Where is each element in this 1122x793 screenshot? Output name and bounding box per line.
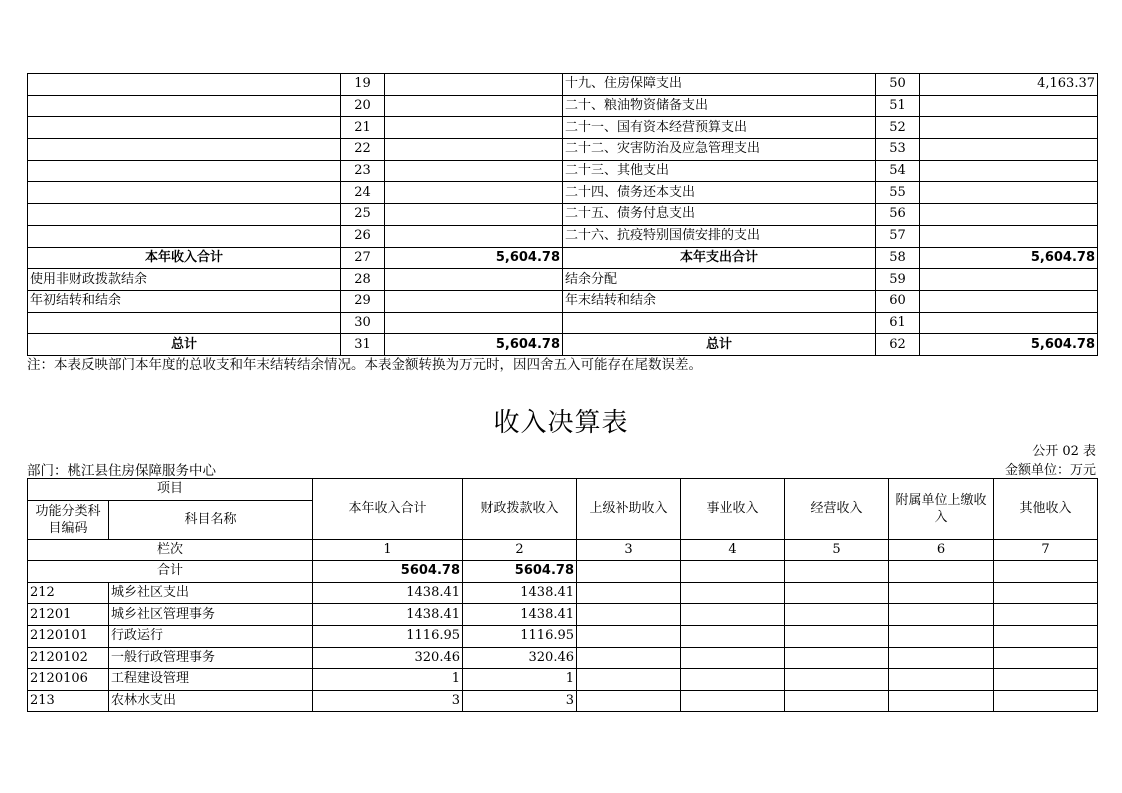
empty-cell [785, 647, 889, 669]
empty-cell [889, 582, 994, 604]
income-amount [385, 95, 563, 117]
income-item: 本年收入合计 [28, 247, 341, 269]
income-item [28, 95, 341, 117]
subject-name: 一般行政管理事务 [109, 647, 313, 669]
income-amount: 5,604.78 [385, 247, 563, 269]
table-row [28, 669, 1098, 691]
summary-row [28, 312, 1098, 334]
row-number: 53 [876, 139, 920, 161]
income-item: 使用非财政拨款结余 [28, 269, 341, 291]
empty-cell [577, 690, 681, 712]
empty-cell [785, 582, 889, 604]
expenditure-amount [920, 160, 1098, 182]
empty-cell [994, 669, 1098, 691]
income-amount [385, 269, 563, 291]
row-number: 29 [341, 290, 385, 312]
row-number: 56 [876, 204, 920, 226]
empty-cell [889, 669, 994, 691]
row-number: 59 [876, 269, 920, 291]
income-total: 1438.41 [313, 604, 463, 626]
form-number: 公开 02 表 [1032, 444, 1096, 459]
row-number: 60 [876, 290, 920, 312]
empty-cell [681, 625, 785, 647]
function-code: 212 [28, 582, 109, 604]
table-row [28, 625, 1098, 647]
table-row [28, 690, 1098, 712]
empty-cell [785, 604, 889, 626]
summary-row [28, 95, 1098, 117]
income-item [28, 160, 341, 182]
income-total: 1116.95 [313, 625, 463, 647]
row-number: 19 [341, 74, 385, 96]
summary-row [28, 290, 1098, 312]
row-number: 27 [341, 247, 385, 269]
expenditure-amount [920, 182, 1098, 204]
column-number: 4 [681, 539, 785, 561]
table-row [28, 604, 1098, 626]
income-amount [385, 204, 563, 226]
header-other: 其他收入 [994, 479, 1098, 540]
row-number: 21 [341, 117, 385, 139]
row-number: 26 [341, 225, 385, 247]
empty-cell [889, 604, 994, 626]
expenditure-amount [920, 139, 1098, 161]
empty-cell [889, 690, 994, 712]
expenditure-item: 二十、粮油物资储备支出 [563, 95, 876, 117]
income-amount [385, 312, 563, 334]
column-number-row [28, 539, 1098, 561]
empty-cell [577, 669, 681, 691]
expenditure-amount [920, 225, 1098, 247]
empty-cell [577, 625, 681, 647]
expenditure-item: 结余分配 [563, 269, 876, 291]
column-number: 7 [994, 539, 1098, 561]
expenditure-item: 本年支出合计 [563, 247, 876, 269]
subject-name: 城乡社区管理事务 [109, 604, 313, 626]
expenditure-amount [920, 204, 1098, 226]
empty-cell [785, 690, 889, 712]
function-code: 21201 [28, 604, 109, 626]
header-item: 项目 [28, 479, 313, 501]
header-name: 科目名称 [109, 500, 313, 539]
expenditure-amount [920, 312, 1098, 334]
header-affiliated: 附属单位上缴收入 [889, 479, 994, 540]
header-business: 事业收入 [681, 479, 785, 540]
function-code: 2120101 [28, 625, 109, 647]
total-label: 合计 [28, 561, 313, 583]
expenditure-amount: 5,604.78 [920, 247, 1098, 269]
empty-cell [994, 625, 1098, 647]
empty-cell [577, 582, 681, 604]
empty-cell [994, 690, 1098, 712]
summary-table-body [28, 74, 1098, 356]
income-amount [385, 290, 563, 312]
income-item [28, 74, 341, 96]
income-statement-table [27, 478, 1098, 712]
income-item [28, 117, 341, 139]
expenditure-item: 二十六、抗疫特别国债安排的支出 [563, 225, 876, 247]
page-title: 收入决算表 [493, 408, 629, 438]
function-code: 2120102 [28, 647, 109, 669]
fiscal-income: 1438.41 [463, 604, 577, 626]
row-number: 52 [876, 117, 920, 139]
income-item [28, 225, 341, 247]
amount-unit-label: 金额单位：万元 [1004, 463, 1096, 478]
summary-row [28, 247, 1098, 269]
subject-name: 城乡社区支出 [109, 582, 313, 604]
income-expenditure-summary-table [27, 73, 1098, 356]
header-superior: 上级补助收入 [577, 479, 681, 540]
expenditure-item: 二十一、国有资本经营预算支出 [563, 117, 876, 139]
income-amount [385, 182, 563, 204]
header-code: 功能分类科目编码 [28, 500, 109, 539]
empty-cell [681, 669, 785, 691]
income-amount [385, 117, 563, 139]
income-total: 1438.41 [313, 582, 463, 604]
total-row [28, 561, 1098, 583]
empty-cell [889, 625, 994, 647]
summary-row [28, 204, 1098, 226]
income-total: 1 [313, 669, 463, 691]
fiscal-income: 320.46 [463, 647, 577, 669]
income-item [28, 312, 341, 334]
row-number: 22 [341, 139, 385, 161]
total-income-amount: 5604.78 [313, 561, 463, 583]
row-number: 30 [341, 312, 385, 334]
income-table-body [28, 582, 1098, 712]
header-row-1 [28, 479, 1098, 501]
income-item [28, 182, 341, 204]
row-number: 62 [876, 334, 920, 356]
subject-name: 农林水支出 [109, 690, 313, 712]
fiscal-income: 1 [463, 669, 577, 691]
income-total: 320.46 [313, 647, 463, 669]
expenditure-item: 二十二、灾害防治及应急管理支出 [563, 139, 876, 161]
empty-cell [681, 647, 785, 669]
expenditure-amount [920, 117, 1098, 139]
fiscal-income: 3 [463, 690, 577, 712]
row-number: 54 [876, 160, 920, 182]
expenditure-item: 十九、住房保障支出 [563, 74, 876, 96]
function-code: 2120106 [28, 669, 109, 691]
summary-row [28, 139, 1098, 161]
empty-cell [577, 604, 681, 626]
expenditure-item: 二十三、其他支出 [563, 160, 876, 182]
empty-cell [994, 604, 1098, 626]
table-note: 注：本表反映部门本年度的总收支和年末结转结余情况。本表金额转换为万元时，因四舍五入可能存在尾数误差。 [27, 357, 702, 373]
row-number: 24 [341, 182, 385, 204]
summary-row [28, 117, 1098, 139]
summary-row [28, 182, 1098, 204]
expenditure-item: 二十四、债务还本支出 [563, 182, 876, 204]
column-number: 6 [889, 539, 994, 561]
empty-cell [577, 647, 681, 669]
expenditure-amount [920, 269, 1098, 291]
expenditure-amount: 4,163.37 [920, 74, 1098, 96]
income-amount [385, 74, 563, 96]
header-total: 本年收入合计 [313, 479, 463, 540]
fiscal-income: 1438.41 [463, 582, 577, 604]
department-label: 部门：桃江县住房保障服务中心 [27, 463, 216, 479]
empty-cell [785, 669, 889, 691]
summary-row [28, 160, 1098, 182]
row-number: 28 [341, 269, 385, 291]
expenditure-amount: 5,604.78 [920, 334, 1098, 356]
income-amount: 5,604.78 [385, 334, 563, 356]
subject-name: 行政运行 [109, 625, 313, 647]
empty-cell [889, 647, 994, 669]
income-item [28, 139, 341, 161]
empty-cell [785, 625, 889, 647]
table-row [28, 582, 1098, 604]
fiscal-income: 1116.95 [463, 625, 577, 647]
row-number: 58 [876, 247, 920, 269]
column-number: 3 [577, 539, 681, 561]
column-number: 2 [463, 539, 577, 561]
summary-row [28, 225, 1098, 247]
total-fiscal-amount: 5604.78 [463, 561, 577, 583]
header-fiscal: 财政拨款收入 [463, 479, 577, 540]
summary-row [28, 74, 1098, 96]
row-number: 50 [876, 74, 920, 96]
income-item [28, 204, 341, 226]
row-number: 20 [341, 95, 385, 117]
row-number: 31 [341, 334, 385, 356]
income-amount [385, 160, 563, 182]
header-operating: 经营收入 [785, 479, 889, 540]
row-number: 23 [341, 160, 385, 182]
empty-cell [681, 582, 785, 604]
function-code: 213 [28, 690, 109, 712]
expenditure-amount [920, 95, 1098, 117]
expenditure-amount [920, 290, 1098, 312]
expenditure-item: 总计 [563, 334, 876, 356]
expenditure-item: 二十五、债务付息支出 [563, 204, 876, 226]
income-total: 3 [313, 690, 463, 712]
column-number: 1 [313, 539, 463, 561]
row-number: 51 [876, 95, 920, 117]
column-number-label: 栏次 [28, 539, 313, 561]
table-row [28, 647, 1098, 669]
row-number: 61 [876, 312, 920, 334]
income-amount [385, 139, 563, 161]
income-item: 总计 [28, 334, 341, 356]
row-number: 25 [341, 204, 385, 226]
empty-cell [681, 604, 785, 626]
income-item: 年初结转和结余 [28, 290, 341, 312]
income-amount [385, 225, 563, 247]
empty-cell [994, 647, 1098, 669]
row-number: 55 [876, 182, 920, 204]
subject-name: 工程建设管理 [109, 669, 313, 691]
row-number: 57 [876, 225, 920, 247]
expenditure-item [563, 312, 876, 334]
summary-row [28, 269, 1098, 291]
empty-cell [994, 582, 1098, 604]
empty-cell [681, 690, 785, 712]
expenditure-item: 年末结转和结余 [563, 290, 876, 312]
column-number: 5 [785, 539, 889, 561]
